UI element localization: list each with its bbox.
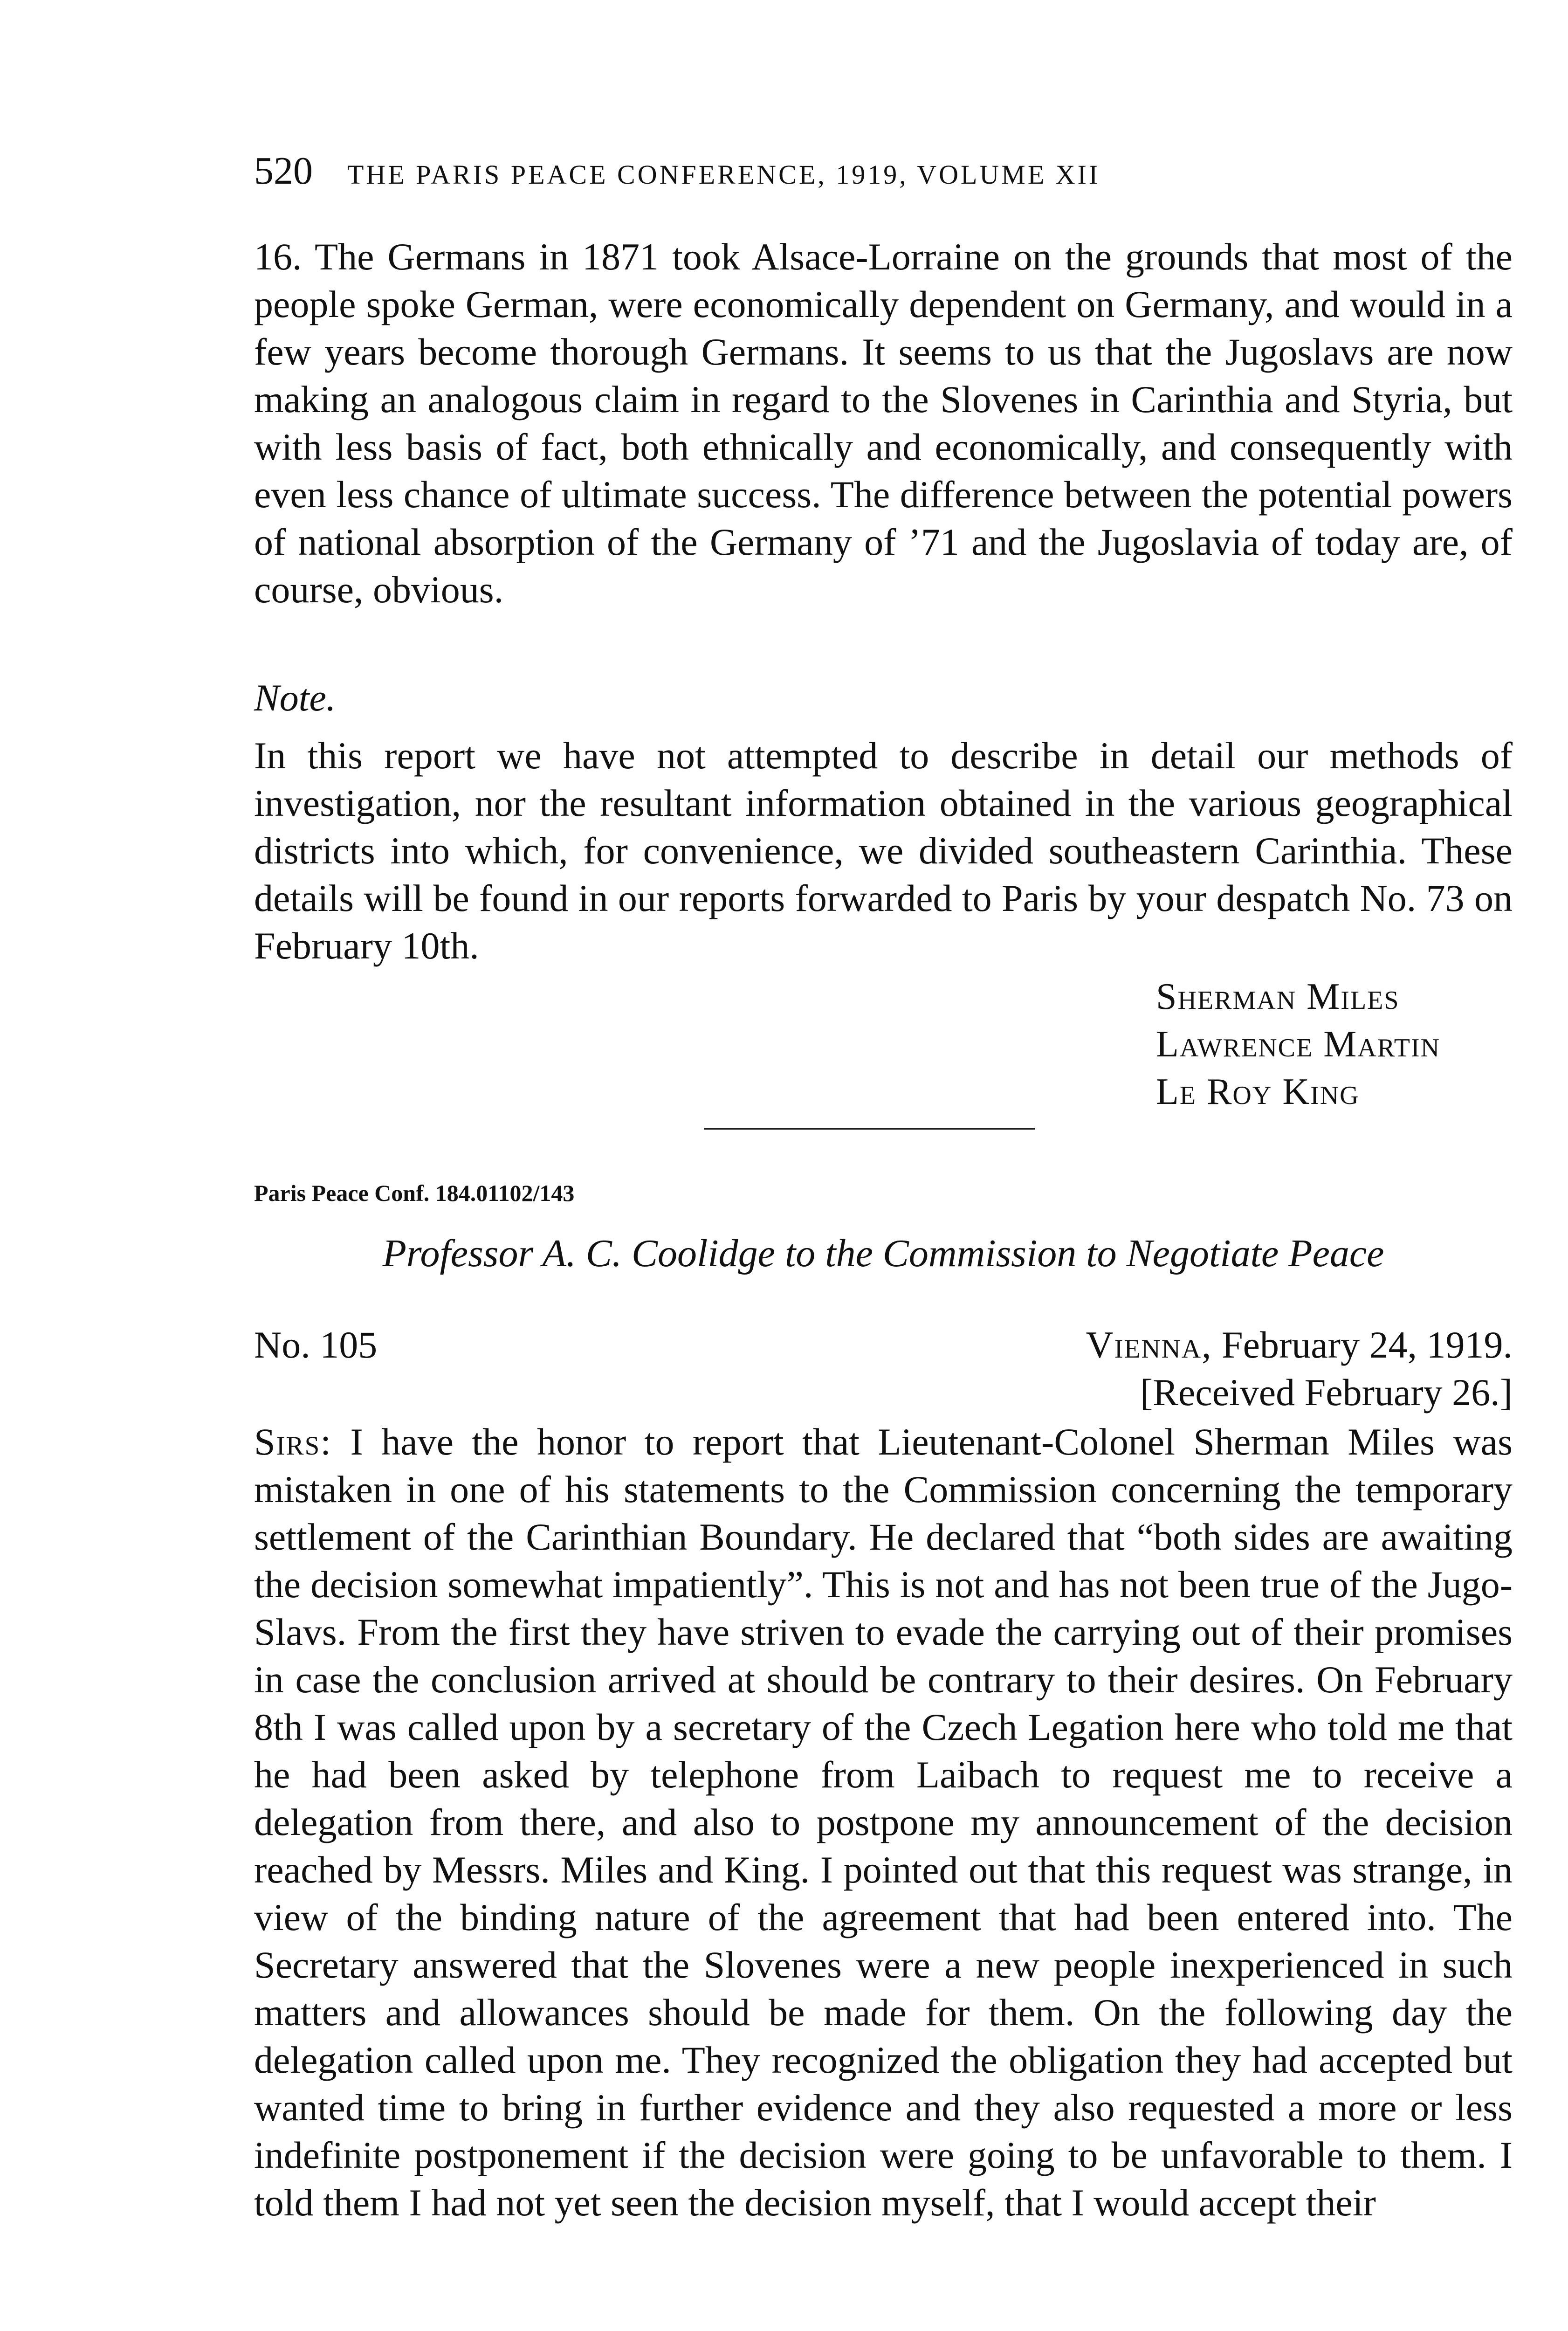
paragraph-16: 16. The Germans in 1871 took Alsace-Lorraine on the grounds that most of the people spoke German, were economically dependent on Germany, and would in a few years become thorough Germans. It seems to us that the Jugoslavs are now making an analogous claim in regard to the Slovenes in Carinthia and Styria, but with less basis of fact, both ethnically and economically, and consequently with even less chance of ultimate success. The difference between the potential powers of national absorption of the Germany of ’71 and the Jugoslavia of today are, of course, obvious. (254, 235, 1513, 611)
signature-martin: Lawrence Martin (1156, 1024, 1441, 1065)
document-title: Professor A. C. Coolidge to the Commission to Negotiate Peace (382, 1232, 1384, 1275)
running-title: THE PARIS PEACE CONFERENCE, 1919, VOLUME XII (347, 159, 1100, 190)
signature-king: Le Roy King (1156, 1071, 1360, 1112)
note-text: In this report we have not attempted to describe in detail our methods of investigation, nor the resultant information obtained in the various geographical districts into which, for convenience, we divided southeastern Carinthia. These details will be found in our reports forwarded to Paris by your despatch No. 73 on February 10th. (254, 734, 1513, 967)
signature-miles: Sherman Miles (1156, 976, 1400, 1017)
dateline (1086, 1323, 1513, 1367)
section-divider (704, 1128, 1035, 1130)
document-number: No. 105 (254, 1324, 378, 1366)
note-heading: Note. (254, 676, 336, 719)
letter-text: I have the honor to report that Lieutenant-Colonel Sherman Miles was mistaken in one of his statements to the Commission concerning the temporary settlement of the Carinthian Boundary. He declared that “both sides are awaiting the decision somewhat impatiently”. This is not and has not been true of the Jugo-Slavs. From the first they have striven to evade the carrying out of their promises in case the conclusion arrived at should be contrary to their desires. On February 8th I was called upon by a secretary of the Czech Legation here who told me that he had been asked by telephone from Laibach to request me to receive a delegation from there, and also to postpone my announcement of the decision reached by Messrs. Miles and King. I pointed out that this request was strange, in view of the binding nature of the agreement that had been entered into. The Secretary answered that the Slovenes were a new people inexperienced in such matters and allowances should be made for them. On the following day the delegation called upon me. They recognized the obligation they had accepted but wanted time to bring in further evidence and they also requested a more or less indefinite postponement if the decision were going to be unfavorable to them. I told them I had not yet seen the decision myself, that I would accept their (254, 1421, 1513, 2224)
dateline-date: February 24, 1919. (1221, 1324, 1513, 1366)
letter-body (254, 1418, 1513, 2227)
dateline-place: Vienna, (1086, 1324, 1212, 1366)
salutation: Sirs: (254, 1421, 332, 1463)
page-header (254, 148, 1513, 193)
signature-block (1156, 973, 1440, 1116)
file-reference: Paris Peace Conf. 184.01102/143 (254, 1180, 575, 1206)
page-number: 520 (254, 149, 313, 193)
received-date: [Received February 26.] (1140, 1371, 1513, 1414)
